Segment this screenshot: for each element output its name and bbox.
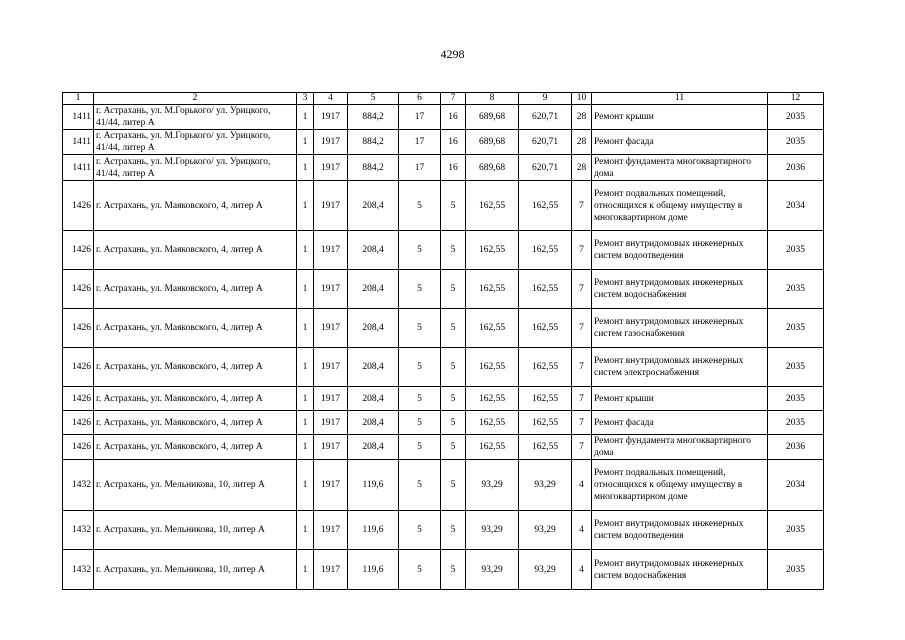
col9-cell: 620,71 xyxy=(519,155,572,181)
work-type-cell: Ремонт фасада xyxy=(592,130,768,155)
col3-cell: 1 xyxy=(297,550,314,590)
col7-cell: 5 xyxy=(441,550,466,590)
table-row xyxy=(63,435,824,460)
col8-cell: 689,68 xyxy=(466,105,519,130)
col9-cell: 620,71 xyxy=(519,130,572,155)
col7-cell: 5 xyxy=(441,231,466,270)
col6-cell: 17 xyxy=(399,155,441,181)
plan-year-cell: 2036 xyxy=(768,435,824,460)
table-row xyxy=(63,460,824,511)
col5-cell: 208,4 xyxy=(348,270,399,309)
address-cell: г. Астрахань, ул. Маяковского, 4, литер А xyxy=(94,309,297,348)
col5-cell: 208,4 xyxy=(348,387,399,411)
column-header: 9 xyxy=(519,93,572,105)
table-row xyxy=(63,155,824,181)
year-cell: 1917 xyxy=(314,411,348,435)
year-cell: 1917 xyxy=(314,435,348,460)
col3-cell: 1 xyxy=(297,181,314,231)
col5-cell: 208,4 xyxy=(348,348,399,387)
column-header: 8 xyxy=(466,93,519,105)
table-row xyxy=(63,105,824,130)
col3-cell: 1 xyxy=(297,105,314,130)
address-cell: г. Астрахань, ул. Мельникова, 10, литер А xyxy=(94,460,297,511)
col6-cell: 17 xyxy=(399,130,441,155)
col8-cell: 162,55 xyxy=(466,270,519,309)
col10-cell: 4 xyxy=(572,550,592,590)
col7-cell: 5 xyxy=(441,511,466,550)
col5-cell: 884,2 xyxy=(348,155,399,181)
row-id: 1432 xyxy=(63,550,94,590)
table-row xyxy=(63,387,824,411)
col9-cell: 162,55 xyxy=(519,348,572,387)
year-cell: 1917 xyxy=(314,309,348,348)
work-type-cell: Ремонт фундамента многоквартирного дома xyxy=(592,155,768,181)
column-header: 11 xyxy=(592,93,768,105)
col3-cell: 1 xyxy=(297,460,314,511)
year-cell: 1917 xyxy=(314,181,348,231)
col6-cell: 5 xyxy=(399,348,441,387)
work-type-cell: Ремонт подвальных помещений, относящихся к общему имуществу в многоквартирном доме xyxy=(592,181,768,231)
table-row xyxy=(63,309,824,348)
col9-cell: 162,55 xyxy=(519,309,572,348)
work-type-cell: Ремонт внутридомовых инженерных систем водоснабжения xyxy=(592,550,768,590)
col8-cell: 162,55 xyxy=(466,435,519,460)
col5-cell: 119,6 xyxy=(348,550,399,590)
col8-cell: 162,55 xyxy=(466,387,519,411)
col7-cell: 5 xyxy=(441,181,466,231)
row-id: 1426 xyxy=(63,309,94,348)
col6-cell: 5 xyxy=(399,387,441,411)
address-cell: г. Астрахань, ул. Мельникова, 10, литер А xyxy=(94,511,297,550)
col8-cell: 162,55 xyxy=(466,411,519,435)
row-id: 1426 xyxy=(63,231,94,270)
column-header: 10 xyxy=(572,93,592,105)
column-number-row xyxy=(63,93,824,105)
row-id: 1432 xyxy=(63,460,94,511)
col8-cell: 162,55 xyxy=(466,231,519,270)
year-cell: 1917 xyxy=(314,231,348,270)
address-cell: г. Астрахань, ул. Маяковского, 4, литер А xyxy=(94,348,297,387)
row-id: 1411 xyxy=(63,105,94,130)
column-header: 5 xyxy=(348,93,399,105)
year-cell: 1917 xyxy=(314,460,348,511)
work-type-cell: Ремонт внутридомовых инженерных систем газоснабжения xyxy=(592,309,768,348)
col3-cell: 1 xyxy=(297,348,314,387)
year-cell: 1917 xyxy=(314,105,348,130)
column-header: 1 xyxy=(63,93,94,105)
col5-cell: 119,6 xyxy=(348,511,399,550)
col9-cell: 93,29 xyxy=(519,550,572,590)
row-id: 1426 xyxy=(63,348,94,387)
row-id: 1411 xyxy=(63,155,94,181)
col3-cell: 1 xyxy=(297,231,314,270)
col7-cell: 5 xyxy=(441,411,466,435)
col3-cell: 1 xyxy=(297,155,314,181)
col6-cell: 5 xyxy=(399,270,441,309)
table-row xyxy=(63,181,824,231)
year-cell: 1917 xyxy=(314,155,348,181)
col8-cell: 689,68 xyxy=(466,155,519,181)
work-type-cell: Ремонт подвальных помещений, относящихся к общему имуществу в многоквартирном доме xyxy=(592,460,768,511)
col10-cell: 4 xyxy=(572,511,592,550)
plan-year-cell: 2036 xyxy=(768,155,824,181)
col9-cell: 93,29 xyxy=(519,511,572,550)
year-cell: 1917 xyxy=(314,550,348,590)
column-header: 4 xyxy=(314,93,348,105)
col9-cell: 162,55 xyxy=(519,270,572,309)
year-cell: 1917 xyxy=(314,130,348,155)
column-header: 2 xyxy=(94,93,297,105)
col9-cell: 162,55 xyxy=(519,435,572,460)
col10-cell: 28 xyxy=(572,105,592,130)
table-row xyxy=(63,270,824,309)
col7-cell: 5 xyxy=(441,270,466,309)
col8-cell: 162,55 xyxy=(466,181,519,231)
col5-cell: 208,4 xyxy=(348,411,399,435)
col6-cell: 5 xyxy=(399,550,441,590)
row-id: 1426 xyxy=(63,435,94,460)
col10-cell: 7 xyxy=(572,270,592,309)
col7-cell: 16 xyxy=(441,155,466,181)
col7-cell: 5 xyxy=(441,460,466,511)
col3-cell: 1 xyxy=(297,270,314,309)
column-header: 3 xyxy=(297,93,314,105)
col10-cell: 28 xyxy=(572,130,592,155)
row-id: 1432 xyxy=(63,511,94,550)
address-cell: г. Астрахань, ул. М.Горького/ ул. Урицкого, 41/44, литер А xyxy=(94,155,297,181)
col6-cell: 5 xyxy=(399,181,441,231)
col10-cell: 7 xyxy=(572,348,592,387)
col10-cell: 7 xyxy=(572,387,592,411)
col6-cell: 17 xyxy=(399,105,441,130)
col9-cell: 620,71 xyxy=(519,105,572,130)
repair-schedule-table xyxy=(62,92,824,590)
row-id: 1426 xyxy=(63,411,94,435)
col6-cell: 5 xyxy=(399,411,441,435)
address-cell: г. Астрахань, ул. М.Горького/ ул. Урицкого, 41/44, литер А xyxy=(94,130,297,155)
col7-cell: 16 xyxy=(441,130,466,155)
col9-cell: 162,55 xyxy=(519,181,572,231)
plan-year-cell: 2035 xyxy=(768,411,824,435)
address-cell: г. Астрахань, ул. Мельникова, 10, литер А xyxy=(94,550,297,590)
address-cell: г. Астрахань, ул. Маяковского, 4, литер А xyxy=(94,270,297,309)
col10-cell: 7 xyxy=(572,435,592,460)
col3-cell: 1 xyxy=(297,309,314,348)
plan-year-cell: 2035 xyxy=(768,105,824,130)
col3-cell: 1 xyxy=(297,387,314,411)
year-cell: 1917 xyxy=(314,511,348,550)
col8-cell: 689,68 xyxy=(466,130,519,155)
plan-year-cell: 2034 xyxy=(768,460,824,511)
col5-cell: 208,4 xyxy=(348,231,399,270)
col6-cell: 5 xyxy=(399,309,441,348)
work-type-cell: Ремонт внутридомовых инженерных систем водоотведения xyxy=(592,231,768,270)
col5-cell: 208,4 xyxy=(348,435,399,460)
plan-year-cell: 2034 xyxy=(768,181,824,231)
address-cell: г. Астрахань, ул. М.Горького/ ул. Урицкого, 41/44, литер А xyxy=(94,105,297,130)
col5-cell: 208,4 xyxy=(348,309,399,348)
col9-cell: 162,55 xyxy=(519,411,572,435)
col8-cell: 93,29 xyxy=(466,550,519,590)
work-type-cell: Ремонт крыши xyxy=(592,105,768,130)
work-type-cell: Ремонт внутридомовых инженерных систем водоснабжения xyxy=(592,270,768,309)
column-header: 7 xyxy=(441,93,466,105)
work-type-cell: Ремонт внутридомовых инженерных систем электроснабжения xyxy=(592,348,768,387)
table-row xyxy=(63,411,824,435)
address-cell: г. Астрахань, ул. Маяковского, 4, литер А xyxy=(94,435,297,460)
col10-cell: 7 xyxy=(572,181,592,231)
plan-year-cell: 2035 xyxy=(768,309,824,348)
plan-year-cell: 2035 xyxy=(768,270,824,309)
col9-cell: 93,29 xyxy=(519,460,572,511)
col5-cell: 208,4 xyxy=(348,181,399,231)
col6-cell: 5 xyxy=(399,511,441,550)
col7-cell: 5 xyxy=(441,435,466,460)
col6-cell: 5 xyxy=(399,231,441,270)
plan-year-cell: 2035 xyxy=(768,550,824,590)
col10-cell: 7 xyxy=(572,309,592,348)
col7-cell: 5 xyxy=(441,348,466,387)
column-header: 12 xyxy=(768,93,824,105)
col5-cell: 119,6 xyxy=(348,460,399,511)
table-row xyxy=(63,231,824,270)
plan-year-cell: 2035 xyxy=(768,387,824,411)
col3-cell: 1 xyxy=(297,130,314,155)
plan-year-cell: 2035 xyxy=(768,231,824,270)
col6-cell: 5 xyxy=(399,460,441,511)
work-type-cell: Ремонт крыши xyxy=(592,387,768,411)
col7-cell: 5 xyxy=(441,387,466,411)
page-number: 4298 xyxy=(440,47,465,61)
year-cell: 1917 xyxy=(314,348,348,387)
work-type-cell: Ремонт фасада xyxy=(592,411,768,435)
col9-cell: 162,55 xyxy=(519,231,572,270)
column-header: 6 xyxy=(399,93,441,105)
col8-cell: 162,55 xyxy=(466,348,519,387)
work-type-cell: Ремонт внутридомовых инженерных систем водоотведения xyxy=(592,511,768,550)
col10-cell: 7 xyxy=(572,411,592,435)
row-id: 1411 xyxy=(63,130,94,155)
col3-cell: 1 xyxy=(297,511,314,550)
plan-year-cell: 2035 xyxy=(768,130,824,155)
col9-cell: 162,55 xyxy=(519,387,572,411)
row-id: 1426 xyxy=(63,181,94,231)
address-cell: г. Астрахань, ул. Маяковского, 4, литер А xyxy=(94,181,297,231)
address-cell: г. Астрахань, ул. Маяковского, 4, литер А xyxy=(94,231,297,270)
row-id: 1426 xyxy=(63,387,94,411)
col8-cell: 93,29 xyxy=(466,511,519,550)
plan-year-cell: 2035 xyxy=(768,511,824,550)
table-row xyxy=(63,511,824,550)
year-cell: 1917 xyxy=(314,387,348,411)
col5-cell: 884,2 xyxy=(348,130,399,155)
plan-year-cell: 2035 xyxy=(768,348,824,387)
col10-cell: 7 xyxy=(572,231,592,270)
col10-cell: 4 xyxy=(572,460,592,511)
table-row xyxy=(63,348,824,387)
col10-cell: 28 xyxy=(572,155,592,181)
year-cell: 1917 xyxy=(314,270,348,309)
row-id: 1426 xyxy=(63,270,94,309)
col8-cell: 93,29 xyxy=(466,460,519,511)
col6-cell: 5 xyxy=(399,435,441,460)
table-row xyxy=(63,550,824,590)
col7-cell: 16 xyxy=(441,105,466,130)
col3-cell: 1 xyxy=(297,411,314,435)
work-type-cell: Ремонт фундамента многоквартирного дома xyxy=(592,435,768,460)
table-row xyxy=(63,130,824,155)
col5-cell: 884,2 xyxy=(348,105,399,130)
col8-cell: 162,55 xyxy=(466,309,519,348)
col3-cell: 1 xyxy=(297,435,314,460)
address-cell: г. Астрахань, ул. Маяковского, 4, литер А xyxy=(94,411,297,435)
address-cell: г. Астрахань, ул. Маяковского, 4, литер А xyxy=(94,387,297,411)
col7-cell: 5 xyxy=(441,309,466,348)
